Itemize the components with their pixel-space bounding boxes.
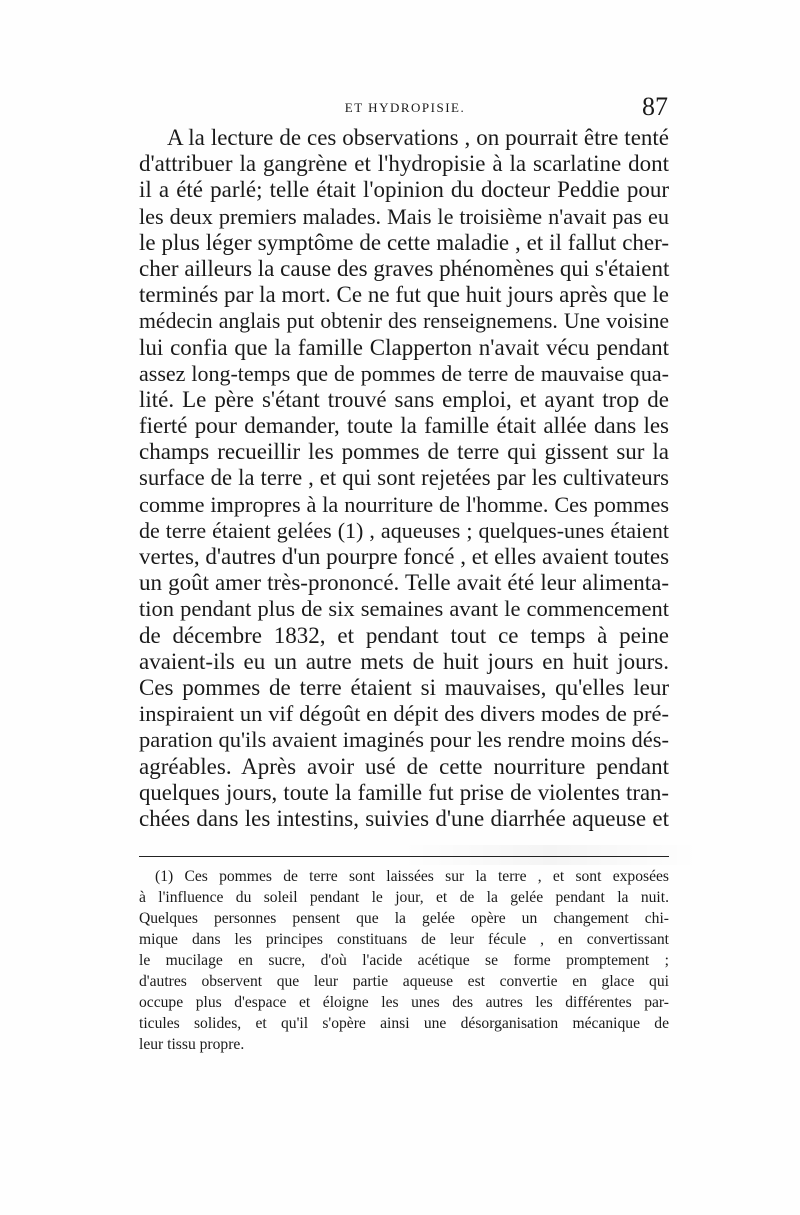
footnote-line: d'autres observent que leur partie aqueuse est convertie en glace qui bbox=[139, 973, 669, 990]
text-line: médecin anglais put obtenir des renseignemens. Une voisine bbox=[139, 309, 669, 334]
text-line: il a été parlé; telle était l'opinion du docteur Peddie pour bbox=[139, 177, 669, 203]
text-line: d'attribuer la gangrène et l'hydropisie à la scarlatine dont bbox=[139, 151, 669, 177]
footnote-line: le mucilage en sucre, d'où l'acide acétique se forme promptement ; bbox=[139, 952, 669, 969]
text-line: de terre étaient gelées (1) , aqueuses ; quelques-unes étaient bbox=[139, 517, 669, 543]
text-line: surface de la terre , et qui sont rejetées par les cultivateurs bbox=[139, 465, 669, 491]
text-line: lité. Le père s'étant trouvé sans emploi, et ayant trop de bbox=[139, 386, 669, 412]
text-line: Ces pommes de terre étaient si mauvaises, qu'elles leur bbox=[139, 674, 669, 700]
text-line: assez long-temps que de pommes de terre de mauvaise qua- bbox=[139, 360, 669, 386]
text-line: vertes, d'autres d'un pourpre foncé , et elles avaient toutes bbox=[139, 544, 670, 569]
footnote-line: ticules solides, et qu'il s'opère ainsi une désorganisation mécanique de bbox=[139, 1015, 669, 1032]
body-text bbox=[139, 125, 669, 832]
text-line: le plus léger symptôme de cette maladie , et il fallut cher- bbox=[139, 229, 669, 255]
text-line: fierté pour demander, toute la famille était allée dans les bbox=[139, 413, 669, 439]
text-line: les deux premiers malades. Mais le troisième n'avait pas eu bbox=[139, 203, 669, 229]
footnote bbox=[139, 866, 669, 1055]
text-line: un goût amer très-prononcé. Telle avait été leur alimenta- bbox=[139, 570, 669, 596]
text-line: paration qu'ils avaient imaginés pour les rendre moins dés- bbox=[139, 727, 669, 753]
footnote-line: mique dans les principes constituans de leur fécule , en convertissant bbox=[139, 931, 669, 948]
footnote-rule bbox=[139, 856, 669, 857]
footnote-line: à l'influence du soleil pendant le jour, et de la gelée pendant la nuit. bbox=[139, 889, 669, 906]
text-line: avaient-ils eu un autre mets de huit jours en huit jours. bbox=[139, 648, 669, 674]
show-through-shadow bbox=[400, 845, 700, 865]
text-line: A la lecture de ces observations , on pourrait être tenté bbox=[167, 125, 669, 150]
text-line: cher ailleurs la cause des graves phénomènes qui s'étaient bbox=[139, 255, 670, 281]
running-title: ET HYDROPISIE. bbox=[344, 100, 466, 115]
text-line: quelques jours, toute la famille fut prise de violentes tran- bbox=[139, 779, 669, 805]
footnote-line: occupe plus d'espace et éloigne les unes des autres les différentes par- bbox=[139, 994, 669, 1011]
text-line: de décembre 1832, et pendant tout ce temps à peine bbox=[139, 622, 669, 648]
text-line: champs recueillir les pommes de terre qui gissent sur la bbox=[139, 439, 669, 465]
text-line: lui confia que la famille Clapperton n'avait vécu pendant bbox=[139, 334, 669, 360]
text-line: chées dans les intestins, suivies d'une diarrhée aqueuse et bbox=[139, 805, 669, 831]
text-line: inspiraient un vif dégoût en dépit des divers modes de pré- bbox=[139, 701, 669, 727]
page-header bbox=[140, 92, 670, 122]
footnote-line: Quelques personnes pensent que la gelée opère un changement chi- bbox=[139, 910, 669, 927]
footnote-line: (1) Ces pommes de terre sont laissées sur la terre , et sont exposées bbox=[155, 868, 669, 885]
text-line: terminés par la mort. Ce ne fut que huit jours après que le bbox=[139, 282, 669, 308]
page-number: 87 bbox=[642, 92, 668, 121]
text-line: comme impropres à la nourriture de l'homme. Ces pommes bbox=[139, 491, 669, 517]
footnote-line: leur tissu propre. bbox=[139, 1036, 245, 1053]
text-line: agréables. Après avoir usé de cette nourriture pendant bbox=[139, 753, 669, 779]
text-line: tion pendant plus de six semaines avant le commencement bbox=[139, 596, 669, 622]
